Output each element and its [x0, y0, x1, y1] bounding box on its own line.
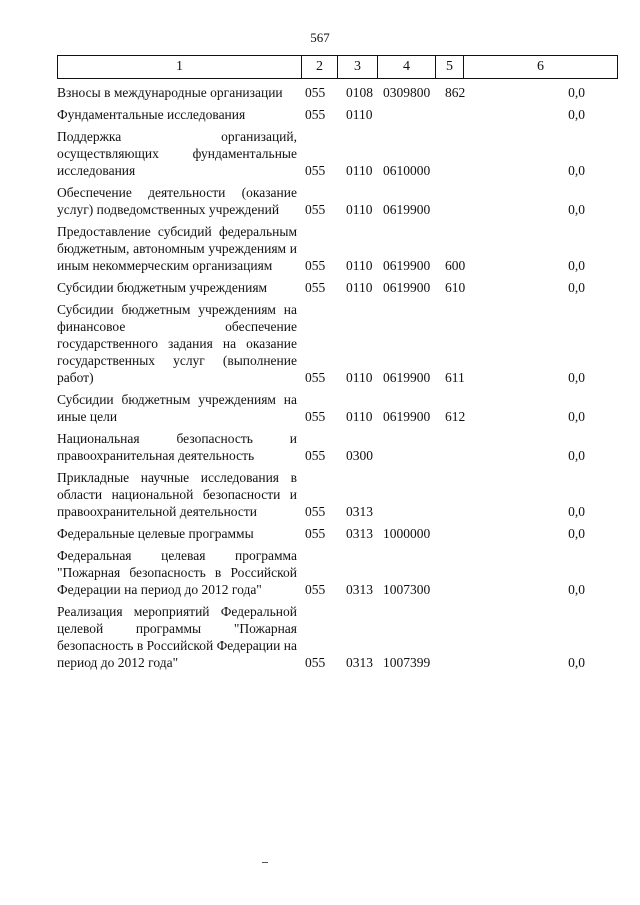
row-admin-code: 055 — [305, 409, 326, 424]
row-section-code: 0110 — [346, 163, 373, 178]
row-name: Поддержка организаций, осуществляющих фундаментальные исследования — [57, 129, 297, 178]
row-section-code: 0110 — [346, 370, 373, 385]
header-col-6: 6 — [464, 56, 618, 79]
row-target-code: 0619900 — [383, 409, 431, 424]
row-name: Фундаментальные исследования — [57, 107, 246, 122]
row-admin-code: 055 — [305, 582, 326, 597]
row-admin-code: 055 — [305, 370, 326, 385]
table-row — [57, 279, 617, 296]
row-target-code: 0309800 — [383, 85, 431, 100]
row-admin-code: 055 — [305, 504, 326, 519]
header-col-5: 5 — [436, 56, 464, 79]
row-name: Реализация мероприятий Федеральной целевой программы "Пожарная безопасность в Российской Федерации на период до 2012 года" — [57, 604, 297, 670]
row-target-code: 0619900 — [383, 280, 431, 295]
table-row — [57, 430, 617, 464]
row-name: Субсидии бюджетным учреждениям — [57, 280, 268, 295]
row-section-code: 0110 — [346, 280, 373, 295]
row-admin-code: 055 — [305, 655, 326, 670]
header-col-3: 3 — [338, 56, 378, 79]
row-admin-code: 055 — [305, 526, 326, 541]
footer-mark — [262, 862, 268, 863]
table-row — [57, 547, 617, 598]
row-target-code: 0610000 — [383, 163, 431, 178]
table-row — [57, 223, 617, 274]
row-admin-code: 055 — [305, 202, 326, 217]
row-expense-code: 862 — [445, 85, 466, 100]
row-admin-code: 055 — [305, 107, 326, 122]
row-amount: 0,0 — [568, 107, 585, 122]
row-amount: 0,0 — [568, 655, 585, 670]
table-row — [57, 128, 617, 179]
row-amount: 0,0 — [568, 163, 585, 178]
row-expense-code: 610 — [445, 280, 466, 295]
row-admin-code: 055 — [305, 85, 326, 100]
row-section-code: 0313 — [346, 504, 373, 519]
row-amount: 0,0 — [568, 504, 585, 519]
row-name: Предоставление субсидий федеральным бюджетным, автономным учреждениям и иным некоммерческим организациям — [57, 224, 297, 273]
row-name: Федеральная целевая программа "Пожарная безопасность в Российской Федерации на период до 2012 года" — [57, 548, 297, 597]
page-number: 567 — [310, 30, 330, 45]
row-admin-code: 055 — [305, 448, 326, 463]
table-row — [57, 84, 617, 101]
row-section-code: 0313 — [346, 655, 373, 670]
row-section-code: 0313 — [346, 526, 373, 541]
row-admin-code: 055 — [305, 280, 326, 295]
row-section-code: 0300 — [346, 448, 373, 463]
row-section-code: 0313 — [346, 582, 373, 597]
table-row — [57, 469, 617, 520]
row-admin-code: 055 — [305, 258, 326, 273]
row-section-code: 0108 — [346, 85, 373, 100]
row-expense-code: 611 — [445, 370, 465, 385]
row-admin-code: 055 — [305, 163, 326, 178]
row-amount: 0,0 — [568, 258, 585, 273]
row-amount: 0,0 — [568, 280, 585, 295]
row-amount: 0,0 — [568, 526, 585, 541]
row-target-code: 1007300 — [383, 582, 431, 597]
row-section-code: 0110 — [346, 202, 373, 217]
table-row — [57, 106, 617, 123]
row-name: Федеральные целевые программы — [57, 526, 254, 541]
table-row — [57, 525, 617, 542]
row-name: Взносы в международные организации — [57, 85, 283, 100]
row-amount: 0,0 — [568, 448, 585, 463]
row-name: Обеспечение деятельности (оказание услуг) подведомственных учреждений — [57, 185, 297, 217]
row-expense-code: 612 — [445, 409, 466, 424]
row-name: Национальная безопасность и правоохранительная деятельность — [57, 431, 297, 463]
row-name: Субсидии бюджетным учреждениям на финансовое обеспечение государственного задания на оказание государственных услуг (выполнение работ) — [57, 302, 297, 385]
row-amount: 0,0 — [568, 202, 585, 217]
row-target-code: 1000000 — [383, 526, 431, 541]
table-row — [57, 603, 617, 671]
table-body — [57, 84, 617, 676]
row-target-code: 1007399 — [383, 655, 431, 670]
header-col-1: 1 — [58, 56, 302, 79]
table-header — [57, 55, 618, 79]
row-section-code: 0110 — [346, 258, 373, 273]
table-row — [57, 301, 617, 386]
header-row — [58, 56, 618, 79]
row-amount: 0,0 — [568, 582, 585, 597]
header-col-4: 4 — [378, 56, 436, 79]
row-name: Субсидии бюджетным учреждениям на иные цели — [57, 392, 297, 424]
row-target-code: 0619900 — [383, 202, 431, 217]
row-amount: 0,0 — [568, 409, 585, 424]
row-section-code: 0110 — [346, 409, 373, 424]
row-amount: 0,0 — [568, 370, 585, 385]
row-section-code: 0110 — [346, 107, 373, 122]
row-target-code: 0619900 — [383, 258, 431, 273]
row-amount: 0,0 — [568, 85, 585, 100]
table-row — [57, 391, 617, 425]
row-expense-code: 600 — [445, 258, 466, 273]
table-row — [57, 184, 617, 218]
row-name: Прикладные научные исследования в области национальной безопасности и правоохранительной деятельности — [57, 470, 297, 519]
row-target-code: 0619900 — [383, 370, 431, 385]
header-col-2: 2 — [302, 56, 338, 79]
